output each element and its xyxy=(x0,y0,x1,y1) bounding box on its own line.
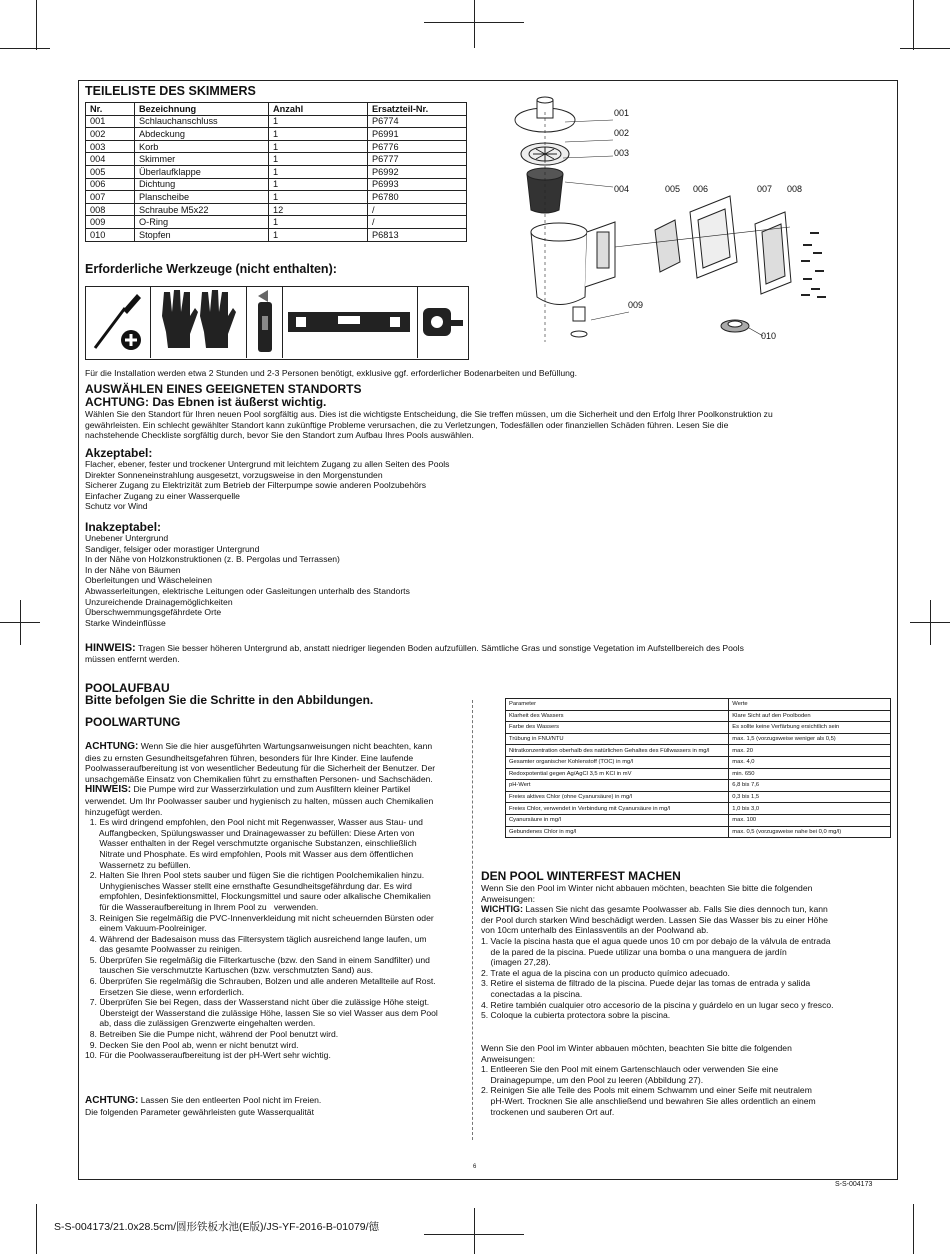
list-item: Flacher, ebener, fester und trockener Untergrund mit leichtem Zugang zu allen Seiten des Pools xyxy=(85,459,450,469)
table-cell: 009 xyxy=(86,216,135,229)
list-item-line: 2. Halten Sie Ihren Pool stets sauber und fügen Sie die richtigen Poolchemikalien hinzu. xyxy=(85,870,425,881)
table-cell: Schraube M5x22 xyxy=(135,203,269,216)
table-row xyxy=(506,756,891,768)
text-line: dies zu ernsten Gesundheitsgefahren führen, besonders für Ihre Kinder. Eine laufende xyxy=(85,752,414,763)
text-line: unsachgemäße Einsatz von Chemikalien führt zu ernsthaften Personen- und Sachschäden. xyxy=(85,773,433,784)
crop-mark xyxy=(474,1208,475,1254)
table-cell: 1 xyxy=(269,216,368,229)
list-item-line: de la pared de la piscina. Puede utilizar una bomba o una manguera de jardín xyxy=(481,946,787,957)
table-cell: P6777 xyxy=(368,153,467,166)
table-cell: / xyxy=(368,203,467,216)
list-item-line: einem Vakuum-Poolreiniger. xyxy=(85,923,207,934)
location-warning-text xyxy=(85,409,895,441)
table-row xyxy=(86,228,467,241)
list-item-line: 5. Überprüfen Sie regelmäßig die Filterkartusche (bzw. den Sand in einem Sandfilter) und xyxy=(85,954,430,965)
list-item-line: 1. Es wird dringend empfohlen, den Pool nicht mit Regenwasser, Wasser aus Stau- und xyxy=(85,817,423,828)
winter-title: DEN POOL WINTERFEST MACHEN xyxy=(481,869,681,883)
list-item-line: Ersetzen Sie diese, wenn erforderlich. xyxy=(85,986,245,997)
table-cell: Gesamter organischer Kohlenstoff (TOC) in mg/l xyxy=(506,756,729,768)
list-item-line: 2. Trate el agua de la piscina con un producto químico adecuado. xyxy=(481,967,730,978)
list-item-line: 9. Decken Sie den Pool ab, wenn er nicht benutzt wird. xyxy=(85,1039,299,1050)
table-cell: min. 650 xyxy=(729,768,891,780)
list-item-line: 8. Betreiben Sie die Pumpe nicht, während der Pool benutzt wird. xyxy=(85,1029,339,1040)
parts-col-header: Nr. xyxy=(86,103,135,116)
list-item-line: Unhygienisches Wasser stellt eine ernsthafte Gesundheitsgefährdung dar. Es wird xyxy=(85,880,412,891)
table-cell: P6993 xyxy=(368,178,467,191)
page-number: 6 xyxy=(473,1164,477,1170)
table-cell: 1 xyxy=(269,115,368,128)
table-cell: 002 xyxy=(86,128,135,141)
table-cell: 1 xyxy=(269,191,368,204)
table-cell: Es sollte keine Verfärbung ersichtlich sein xyxy=(729,722,891,734)
acceptable-head: Akzeptabel: xyxy=(85,446,153,460)
location-hint xyxy=(85,643,744,664)
table-row xyxy=(506,803,891,815)
list-item-line: conectadas a la piscina. xyxy=(481,988,583,999)
list-item-line: 3. Reinigen Sie regelmäßig die PVC-Innenverkleidung mit nicht scheuernden Bürsten oder xyxy=(85,912,434,923)
crop-mark xyxy=(900,48,950,49)
table-cell: Korb xyxy=(135,140,269,153)
crop-mark xyxy=(20,600,21,645)
table-cell: 007 xyxy=(86,191,135,204)
list-item-line: 7. Überprüfen Sie bei Regen, dass der Wasserstand nicht über die zulässige Höhe steigt. xyxy=(85,997,430,1008)
list-item: Direkter Sonneneinstrahlung ausgesetzt, vorzugsweise in den Morgenstunden xyxy=(85,469,383,480)
spirit-level-icon xyxy=(282,286,418,358)
table-cell: pH-Wert xyxy=(506,780,729,792)
table-row xyxy=(86,178,467,191)
list-item-line: 3. Retire el sistema de filtrado de la piscina. Puede dejar las tomas de entrada y salida xyxy=(481,978,811,989)
table-cell: Farbe des Wassers xyxy=(506,722,729,734)
text-line: verwendet. Um Ihr Poolwasser sauber und hygienisch zu halten, müssen auch Chemikalien xyxy=(85,795,434,806)
table-cell: Nitratkonzentration oberhalb des natürlichen Gehaltes des Füllwassers in mg/l xyxy=(506,745,729,757)
list-item-line: 4. Während der Badesaison muss das Filtersystem täglich ausreichend lange laufen, um xyxy=(85,933,427,944)
table-cell: P6774 xyxy=(368,115,467,128)
winter-steps xyxy=(481,936,891,1021)
warning-head: WICHTIG: xyxy=(481,904,523,915)
table-cell: Gebundenes Chlor in mg/l xyxy=(506,826,729,838)
hint-head: HINWEIS: xyxy=(85,642,136,654)
table-row xyxy=(506,733,891,745)
table-cell: Freies aktives Chlor (ohne Cyanursäure) in mg/l xyxy=(506,791,729,803)
text-line: Anweisungen: xyxy=(481,893,535,904)
table-cell: Dichtung xyxy=(135,178,269,191)
text-line: müssen entfernt werden. xyxy=(85,653,180,664)
poolaufbau-title: POOLAUFBAU xyxy=(85,681,170,695)
text-line: hinzugefügt werden. xyxy=(85,806,163,817)
crop-mark xyxy=(913,0,914,50)
list-item-line: ab, dass die zulässigen Grenzwerte eingehalten werden. xyxy=(85,1018,316,1029)
crop-mark xyxy=(913,1204,914,1254)
unacceptable-head: Inakzeptabel: xyxy=(85,520,162,534)
table-cell: P6813 xyxy=(368,228,467,241)
table-cell: Werte xyxy=(729,699,891,711)
table-cell: O-Ring xyxy=(135,216,269,229)
text-line: trockenen und sauberen Ort auf. xyxy=(481,1106,615,1117)
winter-dismantle xyxy=(481,1043,891,1117)
table-cell: max. 100 xyxy=(729,814,891,826)
crop-mark xyxy=(930,600,931,645)
table-cell: 001 xyxy=(86,115,135,128)
text-line: 1. Entleeren Sie den Pool mit einem Gartenschlauch oder verwenden Sie eine xyxy=(481,1064,779,1075)
list-item-line: für die Wasseraufbereitung in Ihrem Pool zu verwenden. xyxy=(85,901,319,912)
diagram-label: 009 xyxy=(628,300,644,310)
winter-text xyxy=(481,883,891,1021)
table-cell: 1 xyxy=(269,178,368,191)
text-line: Die folgenden Parameter gewährleisten gute Wasserqualität xyxy=(85,1106,314,1117)
list-item: Unzureichende Drainagemöglichkeiten xyxy=(85,596,233,607)
parts-table xyxy=(85,102,467,242)
table-cell: P6992 xyxy=(368,165,467,178)
text-line: Poolwasseraufbereitung ist von wesentlicher Bedeutung für die Sicherheit der Benutzer. Der xyxy=(85,763,436,774)
table-row xyxy=(506,780,891,792)
table-cell: P6991 xyxy=(368,128,467,141)
table-row xyxy=(86,128,467,141)
crop-mark xyxy=(474,0,475,48)
text-line: Anweisungen: xyxy=(481,1053,535,1064)
table-row xyxy=(86,140,467,153)
diagram-label: 003 xyxy=(614,148,630,158)
table-row xyxy=(86,203,467,216)
table-cell: Schlauchanschluss xyxy=(135,115,269,128)
list-item: In der Nähe von Bäumen xyxy=(85,564,181,575)
print-slug: S-S-004173/21.0x28.5cm/圆形铁板水池(E版)/JS-YF-2016-B-01079/德 xyxy=(54,1221,380,1233)
utility-knife-icon xyxy=(246,286,283,358)
list-item-line: das gesamte Poolwasser zu reinigen. xyxy=(85,944,243,955)
unacceptable-list xyxy=(85,533,410,628)
location-warning-head: ACHTUNG: Das Ebnen ist äußerst wichtig. xyxy=(85,395,327,409)
table-row xyxy=(506,814,891,826)
table-row xyxy=(506,745,891,757)
warning-head: ACHTUNG: xyxy=(85,741,139,752)
acceptable-list xyxy=(85,459,449,512)
table-row xyxy=(506,768,891,780)
table-cell: P6780 xyxy=(368,191,467,204)
table-cell: max. 20 xyxy=(729,745,891,757)
table-cell: max. 4,0 xyxy=(729,756,891,768)
diagram-label: 007 xyxy=(757,184,773,194)
table-cell: 1 xyxy=(269,140,368,153)
text-line: der Pool durch starken Wind beschädigt werden. Lassen Sie das Wasser bis zu einer Höhe xyxy=(481,914,828,925)
list-item: In der Nähe von Holzkonstruktionen (z. B. Pergolas und Terrassen) xyxy=(85,554,340,565)
table-row xyxy=(506,791,891,803)
table-cell: 1 xyxy=(269,153,368,166)
text-line: gewährleisten. Ein schlecht gewählter Standort kann zukünftige Probleme verursachen, die zu Verletzungen, Todesfällen oder finanziellen Schäden führen. Lesen Sie die xyxy=(85,419,729,430)
maintenance-title: POOLWARTUNG xyxy=(85,715,181,729)
poolaufbau-subtitle: Bitte befolgen Sie die Schritte in den Abbildungen. xyxy=(85,693,374,707)
table-cell: Parameter xyxy=(506,699,729,711)
list-item-line: (imagen 27,28). xyxy=(481,957,551,968)
list-item-line: Übersteigt der Wasserstand die zulässige Höhe, lassen Sie so viel Wasser aus dem Pool xyxy=(85,1007,438,1018)
text-line: Wählen Sie den Standort für Ihren neuen Pool sorgfältig aus. Dies ist die wichtigste Entscheidung, die Sie treffen müssen, um die Sicherheit und den Erfolg Ihrer Poolkonstruktion zu xyxy=(85,409,773,419)
table-cell: 004 xyxy=(86,153,135,166)
table-cell: Skimmer xyxy=(135,153,269,166)
list-item-line: Auffangbecken, Spülungswasser und Drainagewasser zu befüllen: Diese Arten von xyxy=(85,827,415,838)
parts-col-header: Ersatzteil-Nr. xyxy=(368,103,467,116)
diagram-label: 004 xyxy=(614,184,630,194)
list-item-line: 5. Coloque la cubierta protectora sobre la piscina. xyxy=(481,1010,671,1021)
text-line: pH-Wert. Trocknen Sie alle anschließend und bewahren Sie alles ordentlich an einem xyxy=(481,1095,816,1106)
list-item: Sicherer Zugang zu Elektrizität zum Betrieb der Filterpumpe sowie anderen Poolzubehörs xyxy=(85,480,427,491)
diagram-label: 008 xyxy=(787,184,803,194)
list-item: Starke Windeinflüsse xyxy=(85,617,166,628)
table-row xyxy=(86,115,467,128)
crop-mark xyxy=(0,48,50,49)
table-row xyxy=(86,191,467,204)
water-parameters-table xyxy=(505,698,891,838)
list-item-line: 6. Überprüfen Sie regelmäßig die Schrauben, Bolzen und alle anderen Metallteile auf Rost. xyxy=(85,976,436,987)
diagram-label: 010 xyxy=(761,331,777,341)
table-row xyxy=(506,826,891,838)
table-row xyxy=(506,710,891,722)
table-row xyxy=(86,165,467,178)
text-line: Wenn Sie den Pool im Winter nicht abbauen möchten, beachten Sie bitte die folgenden xyxy=(481,883,813,893)
list-item-line: 1. Vacíe la piscina hasta que el agua quede unos 10 cm por debajo de la válvula de entrada xyxy=(481,935,831,946)
crop-mark xyxy=(36,0,37,50)
table-cell: 008 xyxy=(86,203,135,216)
table-cell: 6,8 bis 7,6 xyxy=(729,780,891,792)
text-line: Drainagepumpe, um den Pool zu leeren (Abbildung 27). xyxy=(481,1074,704,1085)
parts-title: TEILELISTE DES SKIMMERS xyxy=(85,84,256,98)
hint-head: HINWEIS: xyxy=(85,784,132,796)
table-cell: 12 xyxy=(269,203,368,216)
table-row xyxy=(86,153,467,166)
list-item-line: 10. Für die Poolwasseraufbereitung ist der pH-Wert sehr wichtig. xyxy=(85,1050,331,1061)
list-item: Oberleitungen und Wäscheleinen xyxy=(85,575,213,586)
text-line: Lassen Sie den entleerten Pool nicht im Freien. xyxy=(138,1095,322,1105)
table-cell: 1 xyxy=(269,228,368,241)
table-cell: Überlaufklappe xyxy=(135,165,269,178)
list-item: Abwasserleitungen, elektrische Leitungen oder Gasleitungen unterhalb des Standorts xyxy=(85,585,410,596)
text-line: nachstehende Checkliste sorgfältig durch, bevor Sie den Standort zum Aufbau Ihres Pools auswählen. xyxy=(85,430,474,441)
install-note: Für die Installation werden etwa 2 Stunden und 2-3 Personen benötigt, exklusive ggf. erforderlicher Bodenarbeiten und Befüllung. xyxy=(85,368,578,378)
table-cell: P6776 xyxy=(368,140,467,153)
list-item: Überschwemmungsgefährdete Orte xyxy=(85,607,222,618)
table-cell: 1 xyxy=(269,165,368,178)
tools-title: Erforderliche Werkzeuge (nicht enthalten): xyxy=(85,262,337,276)
maintenance-final xyxy=(85,1095,321,1117)
table-cell: 0,3 bis 1,5 xyxy=(729,791,891,803)
maintenance-list xyxy=(85,817,465,1061)
tape-measure-icon xyxy=(417,286,467,358)
list-item-line: Nitrate und Phosphate. Es wird empfohlen, Pools mit Wasser aus dem öffentlichen xyxy=(85,848,414,859)
table-cell: Abdeckung xyxy=(135,128,269,141)
diagram-label: 006 xyxy=(693,184,709,194)
location-title: AUSWÄHLEN EINES GEEIGNETEN STANDORTS xyxy=(85,382,362,396)
text-line: Wenn Sie den Pool im Winter abbauen möchten, beachten Sie bitte die folgenden xyxy=(481,1043,792,1053)
table-cell: Stopfen xyxy=(135,228,269,241)
gloves-icon xyxy=(150,286,247,358)
text-line: Tragen Sie besser höheren Untergrund ab, anstatt niedriger liegenden Boden aufzufüllen. Sämtliche Gras und sonstige Vegetation im Aufstellbereich des Pools xyxy=(135,643,744,653)
table-cell: 010 xyxy=(86,228,135,241)
list-item-line: 4. Retire también cualquier otro accesorio de la piscina y guárdelo en un lugar seco y fresco. xyxy=(481,999,834,1010)
table-cell: max. 0,5 (vorzugsweise nahe bei 0,0 mg/l) xyxy=(729,826,891,838)
table-cell: Cyanursäure in mg/l xyxy=(506,814,729,826)
table-row xyxy=(506,722,891,734)
list-item-line: empfohlen, Desinfektionsmittel, Flockungsmittel und saure oder alkalische Chemikalien xyxy=(85,891,431,902)
diagram-label: 005 xyxy=(665,184,681,194)
table-row xyxy=(506,699,891,711)
list-item-line: Wasser enthalten in der Regel verschmutzte organische Substanzen, einschließlich xyxy=(85,838,417,849)
table-cell: Klarheit des Wassers xyxy=(506,710,729,722)
table-cell: 006 xyxy=(86,178,135,191)
table-row xyxy=(86,216,467,229)
list-item: Sandiger, felsiger oder morastiger Untergrund xyxy=(85,543,260,554)
list-item-line: Wassernetz zu befüllen. xyxy=(85,859,191,870)
diagram-label: 002 xyxy=(614,128,630,138)
warning-head: ACHTUNG: xyxy=(85,1095,139,1106)
screwdriver-icon xyxy=(85,286,151,358)
text-line: 2. Reinigen Sie alle Teile des Pools mit einem Schwamm und einer Seife mit neutralem xyxy=(481,1085,812,1096)
table-cell: 003 xyxy=(86,140,135,153)
diagram-label: 001 xyxy=(614,108,630,118)
text-line: Wenn Sie die hier ausgeführten Wartungsanweisungen nicht beachten, kann xyxy=(138,741,433,751)
list-item: Einfacher Zugang zu einer Wasserquelle xyxy=(85,490,240,501)
table-cell: Redoxpotential gegen Ag/AgCl 3,5 m KCl in mV xyxy=(506,768,729,780)
text-line: Die Pumpe wird zur Wasserzirkulation und zum Ausfiltern kleiner Partikel xyxy=(131,784,411,795)
table-cell: 1 xyxy=(269,128,368,141)
table-cell: Klare Sicht auf den Poolboden xyxy=(729,710,891,722)
table-cell: 005 xyxy=(86,165,135,178)
list-item: Schutz vor Wind xyxy=(85,501,148,512)
table-cell: Freies Chlor, verwendet in Verbindung mit Cyanursäure in mg/l xyxy=(506,803,729,815)
column-divider xyxy=(472,700,474,1140)
list-item: Unebener Untergrund xyxy=(85,533,169,543)
list-item-line: tauschen Sie verschmutzte Kartuschen (bzw. verschmutzten Sand) aus. xyxy=(85,965,374,976)
doc-code: S-S-004173 xyxy=(835,1181,873,1188)
table-cell: max. 1,5 (vorzugsweise weniger als 0,5) xyxy=(729,733,891,745)
text-line: von 10cm unterhalb des Einlassventils an der Poolwand ab. xyxy=(481,925,709,936)
crop-mark xyxy=(36,1204,37,1254)
table-cell: Trübung in FNU/NTU xyxy=(506,733,729,745)
parts-col-header: Bezeichnung xyxy=(135,103,269,116)
text-line: Lassen Sie nicht das gesamte Poolwasser ab. Falls Sie dies dennoch tun, kann xyxy=(523,904,828,915)
table-cell: / xyxy=(368,216,467,229)
table-cell: 1,0 bis 3,0 xyxy=(729,803,891,815)
table-cell: Planscheibe xyxy=(135,191,269,204)
skimmer-exploded-diagram xyxy=(505,92,845,352)
parts-col-header: Anzahl xyxy=(269,103,368,116)
maintenance-text xyxy=(85,741,465,1061)
